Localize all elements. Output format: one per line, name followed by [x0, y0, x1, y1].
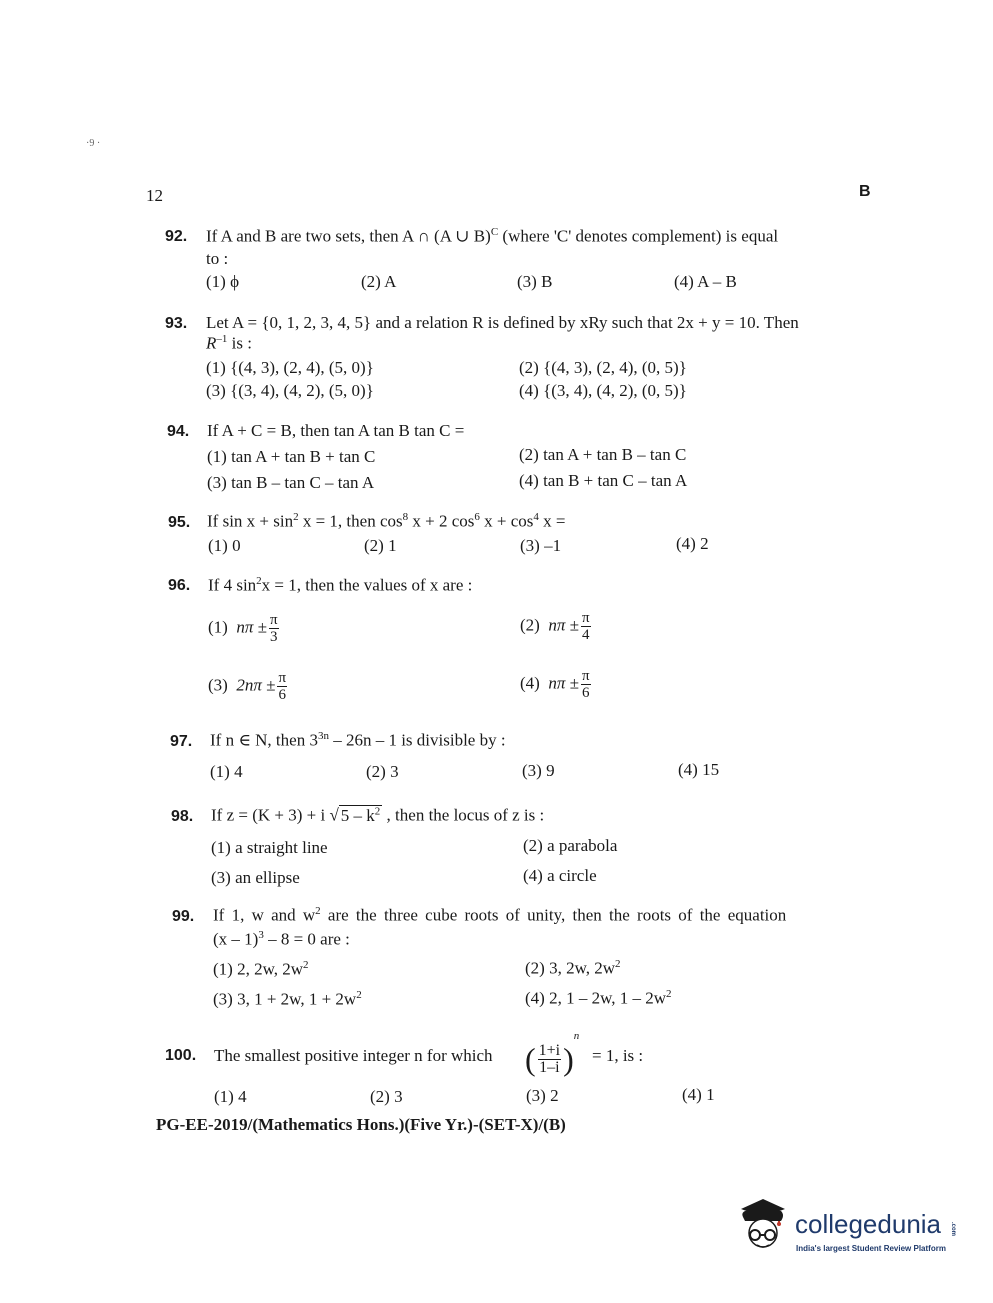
option-4: (4) 2, 1 – 2w, $1 - 2w^2$ — [525, 988, 672, 1008]
option-3: (3) 2 — [526, 1086, 559, 1105]
question-text: If A + C = B, then tan A tan B tan C = — [207, 421, 465, 440]
question-number: 99. — [172, 908, 195, 925]
option-4: (4) {(3, 4), (4, 2), (0, 5)} — [519, 381, 687, 400]
question-number: 98. — [171, 808, 194, 825]
question-text-end: = 1, is : — [592, 1046, 644, 1065]
question-number: 94. — [167, 423, 190, 440]
question-text-cont: (x – 1)$^3$ – 8 = 0 are : — [213, 929, 350, 949]
option-4: (4) A – B — [674, 272, 737, 291]
option-4: (4) tan B + tan C – tan A — [519, 471, 688, 490]
option-4: (4) nπ ± $\frac{\pi}{6}$ — [520, 668, 590, 701]
question-text: If z = (K + 3) + i √ $5 - k^2$ , then the locus of z is : — [211, 805, 545, 825]
page-number: 12 — [146, 186, 163, 205]
footer-code: PG-EE-2019/(Mathematics Hons.)(Five Yr.)-(SET-X)/(B) — [156, 1115, 566, 1134]
question-expression: ( $\frac{1+i}{1-i}$ )$^n$ — [525, 1030, 580, 1078]
question-text: If $\sin x + \sin^2 x = 1$, then $\cos^8 x + 2$ $\cos^6 x + \cos^4 x$ = — [207, 511, 566, 531]
option-3: (3) –1 — [520, 536, 562, 555]
option-2: (2) 3 — [370, 1087, 403, 1106]
logo-tagline: India's largest Student Review Platform — [796, 1244, 946, 1253]
option-3: (3) B — [517, 272, 553, 291]
mascot-icon — [733, 1195, 793, 1257]
option-3: (3) {(3, 4), (4, 2), (5, 0)} — [206, 381, 374, 400]
option-4: (4) 1 — [682, 1085, 715, 1104]
option-1: (1) 2, 2w, $2w^2$ — [213, 959, 309, 979]
question-text: If n ∈ N, then $3^{3n} - 26n - 1$ is divisible by : — [210, 730, 506, 750]
option-3: (3) tan B – tan C – tan A — [207, 473, 375, 492]
set-code: B — [859, 183, 871, 200]
option-2: (2) tan A + tan B – tan C — [519, 445, 687, 464]
question-text-cont: to : — [206, 249, 229, 268]
question-number: 93. — [165, 315, 188, 332]
option-3: (3) an ellipse — [211, 868, 300, 887]
logo-com: .com — [950, 1222, 956, 1237]
question-number: 95. — [168, 514, 191, 531]
question-number: 96. — [168, 577, 191, 594]
option-2: (2) {(4, 3), (2, 4), (0, 5)} — [519, 358, 687, 377]
question-text: The smallest positive integer n for which — [214, 1046, 493, 1065]
question-number: 92. — [165, 228, 188, 245]
option-2: (2) nπ ± $\frac{\pi}{4}$ — [520, 610, 590, 643]
option-1: (1) 4 — [210, 762, 243, 781]
option-2: (2) 3 — [366, 762, 399, 781]
question-text-cont: $R^{-1}$ is : — [206, 333, 252, 353]
option-3: (3) 9 — [522, 761, 555, 780]
option-1: (1) tan A + tan B + tan C — [207, 447, 376, 466]
option-1: (1) 0 — [208, 536, 241, 555]
question-number: 100. — [165, 1047, 197, 1064]
question-text: Let A = {0, 1, 2, 3, 4, 5} and a relation R is defined by xRy such that 2x + y = 10. Then — [206, 313, 799, 332]
option-2: (2) 3, 2w, $2w^2$ — [525, 958, 621, 978]
option-4: (4) a circle — [523, 866, 597, 885]
option-1: (1) nπ ± $\frac{\pi}{3}$ — [208, 612, 278, 645]
option-3: (3) 2nπ ± $\frac{\pi}{6}$ — [208, 670, 287, 703]
option-1: (1) {(4, 3), (2, 4), (5, 0)} — [206, 358, 374, 377]
option-1: (1) ϕ — [206, 272, 240, 291]
question-text: If A and B are two sets, then A ∩ (A ∪ B)$^C$ (where 'C' denotes complement) is equal — [206, 226, 779, 246]
option-2: (2) 1 — [364, 536, 397, 555]
option-4: (4) 15 — [678, 760, 720, 779]
question-text: If 4 $\sin^2x = 1$, then the values of x are : — [208, 575, 473, 595]
logo-brand: collegedunia — [795, 1209, 942, 1239]
question-text: If 1, w and $w^2$ are the three cube roots of unity, then the roots of the equation — [213, 905, 787, 925]
option-3: (3) 3, 1 + 2w, $1 + 2w^2$ — [213, 989, 362, 1009]
stray-mark: ·9 · — [86, 138, 101, 149]
option-2: (2) A — [361, 272, 397, 291]
option-1: (1) 4 — [214, 1087, 247, 1106]
option-2: (2) a parabola — [523, 836, 618, 855]
question-number: 97. — [170, 733, 193, 750]
option-1: (1) a straight line — [211, 838, 328, 857]
option-4: (4) 2 — [676, 534, 709, 553]
